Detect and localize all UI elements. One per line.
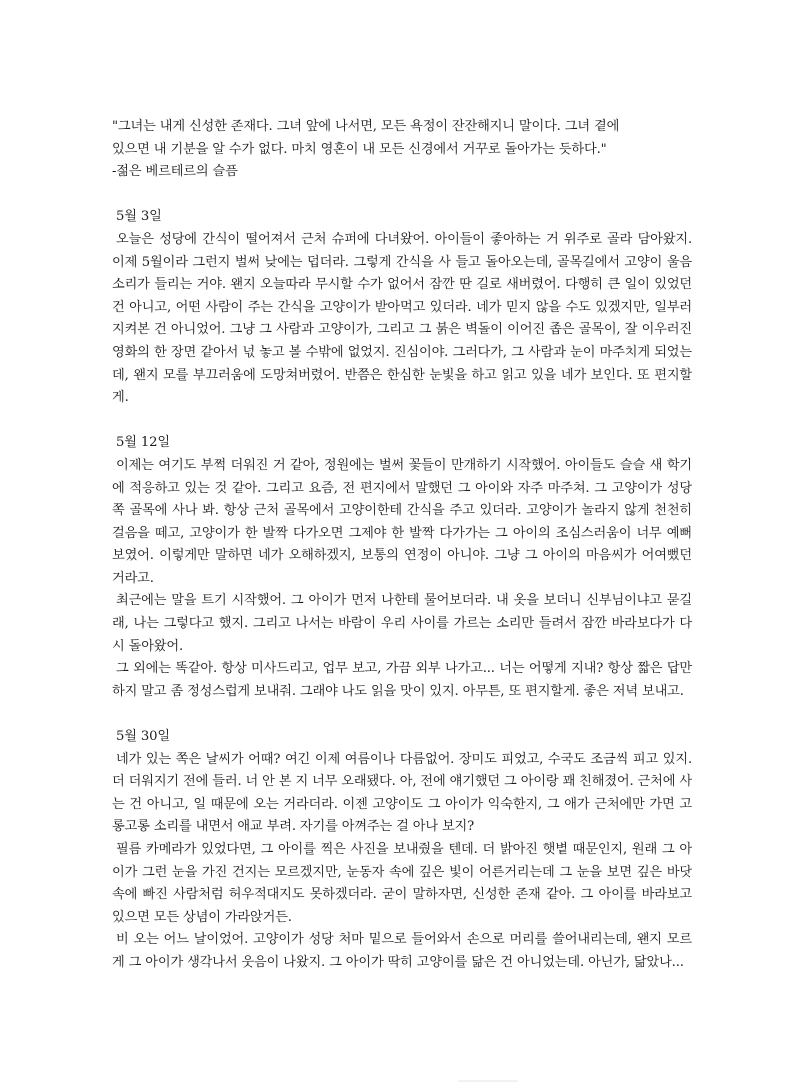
entry-paragraph: 최근에는 말을 트기 시작했어. 그 아이가 먼저 나한테 물어보더라. 내 옷을 보더니 신부님이냐고 묻길래, 나는 그렇다고 했지. 그리고 나서는 바람이 우리 사이를 가르는 소리만 들려서 잠깐 바라보다가 다시 돌아왔어. (112, 593, 692, 654)
entry-paragraph: 오늘은 성당에 간식이 떨어져서 근처 슈퍼에 다녀왔어. 아이들이 좋아하는 거 위주로 골라 담아왔지. 이제 5월이라 그런지 벌써 낮에는 덥더라. 그렇게 간식을 사 들고 돌아오는데, 골목길에서 고양이 울음소리가 들리는 거야. 왠지 오늘따라 무시할 수가 없어서 잠깐 딴 길로 새버렸어. 다행히 큰 일이 있었던 건 아니고, 어떤 사람이 주는 간식을 고양이가 받아먹고 있더라. 네가 믿지 않을 수도 있겠지만, 일부러 지켜본 건 아니었어. 그냥 그 사람과 고양이가, 그리고 그 붉은 벽돌이 이어진 좁은 골목이, 잘 이우러진 영화의 한 장면 같아서 넋 놓고 볼 수밖에 없었지. 진심이야. 그러다가, 그 사람과 눈이 마주치게 되었는데, 왠지 모를 부끄러움에 도망쳐버렸어. 반쯤은 한심한 눈빛을 하고 읽고 있을 네가 보인다. 또 편지할게. (112, 231, 692, 406)
entry-date: 5월 30일 (116, 729, 170, 745)
letter-body (112, 116, 692, 975)
letter-entry-may-3 (112, 206, 692, 409)
epigraph-quote-line: "그녀는 내게 신성한 존재다. 그녀 앞에 나서면, 모든 욕정이 잔잔해지니 말이다. 그녀 곁에 (112, 119, 620, 134)
footer-divider (458, 1080, 518, 1082)
epigraph-quote-line: 있으면 내 기분을 알 수가 없다. 마치 영혼이 내 모든 신경에서 거꾸로 돌아가는 듯하다." (112, 141, 607, 157)
entry-paragraph: 그 외에는 똑같아. 항상 미사드리고, 업무 보고, 가끔 외부 나가고... 너는 어떻게 지내? 항상 짧은 답만 하지 말고 좀 정성스럽게 보내줘. 그래야 나도 읽을 맛이 있지. 아무튼, 또 편지할게. 좋은 저녁 보내고. (112, 661, 692, 699)
spacer (112, 184, 692, 207)
entry-paragraph: 네가 있는 쪽은 날씨가 어때? 여긴 이제 여름이나 다름없어. 장미도 피었고, 수국도 조금씩 피고 있지. 더 더워지기 전에 들러. 너 안 본 지 너무 오래됐다. 아, 전에 얘기했던 그 아이랑 꽤 친해졌어. 근처에 사는 건 아니고, 일 때문에 오는 거라더라. 이젠 고양이도 그 아이가 익숙한지, 그 애가 근처에만 가면 고롱고롱 소리를 내면서 애교 부려. 자기를 아껴주는 걸 아나 보지? (112, 751, 692, 835)
entry-paragraph: 비 오는 어느 날이었어. 고양이가 성당 처마 밑으로 들어와서 손으로 머리를 쓸어내리는데, 왠지 모르게 그 아이가 생각나서 웃음이 나왔지. 그 아이가 딱히 고양이를 닮은 건 아니었는데. 아닌가, 닮았나... (112, 932, 692, 970)
entry-date: 5월 12일 (116, 435, 170, 451)
spacer (112, 703, 692, 726)
letter-entry-may-12 (112, 432, 692, 703)
entry-paragraph: 이제는 여기도 부쩍 더워진 거 같아, 정원에는 벌써 꽃들이 만개하기 시작했어. 아이들도 슬슬 새 학기에 적응하고 있는 것 같아. 그리고 요즘, 전 편지에서 말했던 그 아이와 자주 마주쳐. 그 고양이가 성당 쪽 골목에 사나 봐. 항상 근처 골목에서 고양이한테 간식을 주고 있더라. 고양이가 놀라지 않게 천천히 걸음을 떼고, 고양이가 한 발짝 다가오면 그제야 한 발짝 다가가는 그 아이의 조심스러움이 너무 예뻐 보였어. 이렇게만 말하면 네가 오해하겠지, 보통의 연정이 아니야. 그냥 그 아이의 마음씨가 어여뻤던 거라고. (112, 457, 692, 586)
entry-date: 5월 3일 (116, 209, 162, 225)
epigraph-quote (112, 116, 692, 184)
letter-entry-may-30 (112, 726, 692, 975)
spacer (112, 410, 692, 433)
epigraph-attribution: -젊은 베르테르의 슬픔 (112, 164, 238, 180)
entry-paragraph: 필름 카메라가 있었다면, 그 아이를 찍은 사진을 보내줬을 텐데. 더 밝아진 햇볕 때문인지, 원래 그 아이가 그런 눈을 가진 건지는 모르겠지만, 눈동자 속에 깊은 빛이 어른거리는데 그 눈을 보면 깊은 바닷속에 빠진 사람처럼 허우적대지도 못하겠더라. 굳이 말하자면, 신성한 존재 같아. 그 아이를 바라보고 있으면 모든 상념이 가라앉거든. (112, 842, 692, 925)
